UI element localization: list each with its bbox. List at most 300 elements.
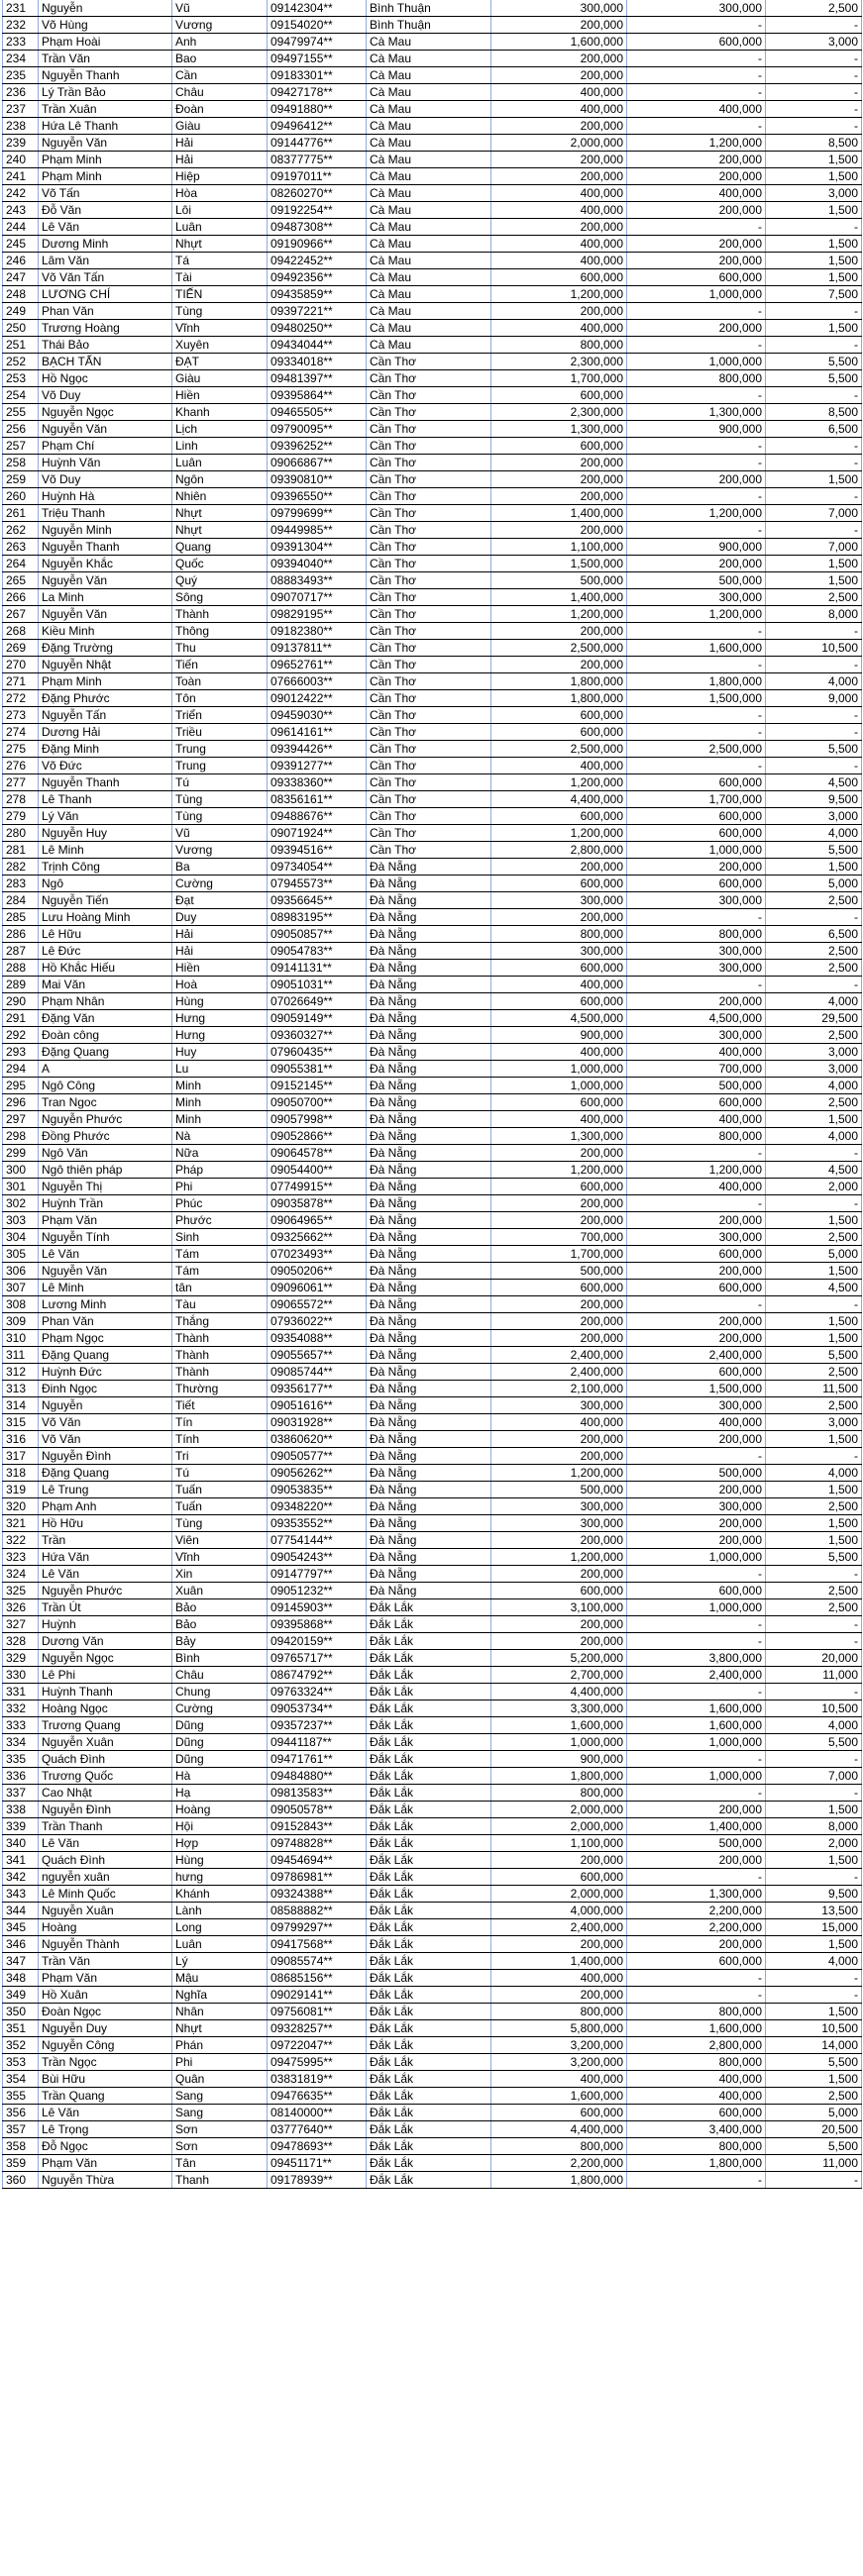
given-name-cell: Thành: [172, 1364, 268, 1381]
table-row: [3, 471, 862, 488]
phone-cell: 09829195**: [268, 606, 367, 623]
phone-cell: 09064578**: [268, 1145, 367, 1162]
row-number: 283: [3, 876, 39, 892]
amount-cell: 1,800,000: [491, 673, 627, 690]
province-cell: Đà Nẵng: [367, 1532, 491, 1549]
table-row: [3, 876, 862, 892]
province-cell: Đà Nẵng: [367, 1162, 491, 1179]
table-row: [3, 1010, 862, 1027]
row-number: 333: [3, 1717, 39, 1734]
phone-cell: 09065572**: [268, 1296, 367, 1313]
given-name-cell: Hòa: [172, 185, 268, 202]
row-number: 324: [3, 1566, 39, 1583]
phone-cell: 09142304**: [268, 0, 367, 17]
given-name-cell: Vũ: [172, 0, 268, 17]
province-cell: Cà Mau: [367, 236, 491, 253]
phone-cell: 09325662**: [268, 1229, 367, 1246]
phone-cell: 08377775**: [268, 152, 367, 168]
surname-cell: Phạm Anh: [39, 1498, 172, 1515]
given-name-cell: Luân: [172, 219, 268, 236]
table-row: [3, 1397, 862, 1414]
province-cell: Đắk Lắk: [367, 1987, 491, 2004]
given-name-cell: TIẾN: [172, 286, 268, 303]
amount-3-cell: -: [766, 758, 862, 774]
phone-cell: 09050577**: [268, 1448, 367, 1465]
phone-cell: 09190966**: [268, 236, 367, 253]
phone-cell: 09328257**: [268, 2020, 367, 2037]
given-name-cell: Tuấn: [172, 1482, 268, 1498]
row-number: 332: [3, 1700, 39, 1717]
row-number: 354: [3, 2071, 39, 2088]
province-cell: Đắk Lắk: [367, 1633, 491, 1650]
amount-3-cell: -: [766, 84, 862, 101]
given-name-cell: Nhân: [172, 2004, 268, 2020]
surname-cell: Hứa Lê Thanh: [39, 118, 172, 135]
phone-cell: 09397221**: [268, 303, 367, 320]
surname-cell: Ngô Công: [39, 1078, 172, 1094]
province-cell: Đắk Lắk: [367, 1684, 491, 1700]
province-cell: Đắk Lắk: [367, 1919, 491, 1936]
amount-cell: 3,300,000: [491, 1700, 627, 1717]
row-number: 250: [3, 320, 39, 337]
table-row: [3, 1498, 862, 1515]
amount-2-cell: 1,200,000: [627, 135, 766, 152]
amount-cell: 300,000: [491, 1515, 627, 1532]
table-row: [3, 1414, 862, 1431]
amount-3-cell: -: [766, 1195, 862, 1212]
amount-2-cell: 800,000: [627, 370, 766, 387]
amount-cell: 2,300,000: [491, 404, 627, 421]
amount-cell: 600,000: [491, 1179, 627, 1195]
amount-3-cell: 1,500: [766, 1802, 862, 1818]
amount-3-cell: -: [766, 67, 862, 84]
amount-cell: 200,000: [491, 909, 627, 926]
phone-cell: 09475995**: [268, 2054, 367, 2071]
surname-cell: Đặng Minh: [39, 741, 172, 758]
amount-2-cell: -: [627, 1684, 766, 1700]
surname-cell: Hồ Khắc Hiếu: [39, 960, 172, 977]
row-number: 330: [3, 1667, 39, 1684]
amount-cell: 4,400,000: [491, 2121, 627, 2138]
amount-3-cell: 5,000: [766, 1246, 862, 1263]
province-cell: Đắk Lắk: [367, 1852, 491, 1869]
surname-cell: Nguyễn Tính: [39, 1229, 172, 1246]
given-name-cell: Bao: [172, 51, 268, 67]
row-number: 288: [3, 960, 39, 977]
table-row: [3, 1111, 862, 1128]
amount-2-cell: -: [627, 522, 766, 539]
table-row: [3, 1549, 862, 1566]
phone-cell: 09394516**: [268, 842, 367, 859]
table-row: [3, 2037, 862, 2054]
row-number: 358: [3, 2138, 39, 2155]
row-number: 318: [3, 1465, 39, 1482]
amount-cell: 1,200,000: [491, 774, 627, 791]
row-number: 291: [3, 1010, 39, 1027]
surname-cell: Đặng Quang: [39, 1465, 172, 1482]
province-cell: Đắk Lắk: [367, 1768, 491, 1785]
phone-cell: 09054783**: [268, 943, 367, 960]
amount-3-cell: 10,500: [766, 1700, 862, 1717]
row-number: 307: [3, 1280, 39, 1296]
table-row: [3, 825, 862, 842]
row-number: 277: [3, 774, 39, 791]
surname-cell: BẠCH TẤN: [39, 354, 172, 370]
phone-cell: 09763324**: [268, 1684, 367, 1700]
amount-cell: 1,200,000: [491, 606, 627, 623]
amount-3-cell: 2,500: [766, 1364, 862, 1381]
phone-cell: 09055657**: [268, 1347, 367, 1364]
row-number: 355: [3, 2088, 39, 2105]
province-cell: Đà Nẵng: [367, 909, 491, 926]
surname-cell: Trần Út: [39, 1599, 172, 1616]
amount-cell: 2,700,000: [491, 1667, 627, 1684]
amount-cell: 600,000: [491, 876, 627, 892]
row-number: 243: [3, 202, 39, 219]
given-name-cell: Khanh: [172, 404, 268, 421]
amount-cell: 600,000: [491, 724, 627, 741]
row-number: 270: [3, 657, 39, 673]
amount-2-cell: 2,400,000: [627, 1667, 766, 1684]
province-cell: Đắk Lắk: [367, 1650, 491, 1667]
phone-cell: 09085744**: [268, 1364, 367, 1381]
amount-cell: 1,800,000: [491, 690, 627, 707]
row-number: 237: [3, 101, 39, 118]
province-cell: Cần Thơ: [367, 657, 491, 673]
phone-cell: 09356645**: [268, 892, 367, 909]
surname-cell: A: [39, 1061, 172, 1078]
phone-cell: 09395864**: [268, 387, 367, 404]
amount-3-cell: 4,500: [766, 1280, 862, 1296]
row-number: 272: [3, 690, 39, 707]
phone-cell: 09652761**: [268, 657, 367, 673]
amount-3-cell: 3,000: [766, 1061, 862, 1078]
phone-cell: 09394426**: [268, 741, 367, 758]
surname-cell: Đỗ Ngọc: [39, 2138, 172, 2155]
amount-cell: 200,000: [491, 219, 627, 236]
given-name-cell: Hưng: [172, 1010, 268, 1027]
amount-3-cell: -: [766, 455, 862, 471]
phone-cell: 08685156**: [268, 1970, 367, 1987]
province-cell: Đà Nẵng: [367, 1482, 491, 1498]
phone-cell: 09334018**: [268, 354, 367, 370]
surname-cell: Mai Văn: [39, 977, 172, 993]
amount-3-cell: 2,500: [766, 2088, 862, 2105]
amount-3-cell: 2,500: [766, 943, 862, 960]
table-row: [3, 758, 862, 774]
row-number: 296: [3, 1094, 39, 1111]
table-row: [3, 1599, 862, 1616]
province-cell: Đà Nẵng: [367, 1145, 491, 1162]
surname-cell: Nguyễn Phước: [39, 1111, 172, 1128]
amount-3-cell: 1,500: [766, 2004, 862, 2020]
phone-cell: 09722047**: [268, 2037, 367, 2054]
table-row: [3, 404, 862, 421]
amount-2-cell: 600,000: [627, 876, 766, 892]
amount-2-cell: -: [627, 1869, 766, 1886]
row-number: 297: [3, 1111, 39, 1128]
table-row: [3, 101, 862, 118]
row-number: 286: [3, 926, 39, 943]
province-cell: Đà Nẵng: [367, 876, 491, 892]
amount-3-cell: 6,500: [766, 421, 862, 438]
table-row: [3, 1229, 862, 1246]
row-number: 263: [3, 539, 39, 556]
phone-cell: 03860620**: [268, 1431, 367, 1448]
amount-2-cell: -: [627, 67, 766, 84]
amount-2-cell: 200,000: [627, 253, 766, 269]
row-number: 260: [3, 488, 39, 505]
given-name-cell: Cần: [172, 67, 268, 84]
phone-cell: 09427178**: [268, 84, 367, 101]
given-name-cell: Trung: [172, 741, 268, 758]
table-row: [3, 320, 862, 337]
amount-3-cell: 2,500: [766, 589, 862, 606]
amount-cell: 200,000: [491, 1936, 627, 1953]
table-row: [3, 2071, 862, 2088]
row-number: 249: [3, 303, 39, 320]
amount-cell: 1,700,000: [491, 370, 627, 387]
row-number: 241: [3, 168, 39, 185]
table-row: [3, 1903, 862, 1919]
given-name-cell: Hùng: [172, 993, 268, 1010]
amount-2-cell: 1,800,000: [627, 2155, 766, 2172]
phone-cell: 09454694**: [268, 1852, 367, 1869]
amount-cell: 200,000: [491, 1616, 627, 1633]
table-row: [3, 1852, 862, 1869]
amount-3-cell: 7,000: [766, 505, 862, 522]
amount-cell: 1,100,000: [491, 1835, 627, 1852]
surname-cell: Lê Minh Quốc: [39, 1886, 172, 1903]
table-row: [3, 707, 862, 724]
amount-3-cell: 1,500: [766, 1313, 862, 1330]
amount-3-cell: 1,500: [766, 202, 862, 219]
amount-3-cell: -: [766, 438, 862, 455]
amount-2-cell: 700,000: [627, 1061, 766, 1078]
table-row: [3, 1465, 862, 1482]
province-cell: Đắk Lắk: [367, 2105, 491, 2121]
amount-3-cell: -: [766, 909, 862, 926]
surname-cell: Triệu Thanh: [39, 505, 172, 522]
given-name-cell: Tám: [172, 1263, 268, 1280]
given-name-cell: Phước: [172, 1212, 268, 1229]
phone-cell: 09451171**: [268, 2155, 367, 2172]
amount-3-cell: -: [766, 1448, 862, 1465]
amount-2-cell: 800,000: [627, 2054, 766, 2071]
given-name-cell: Luân: [172, 455, 268, 471]
row-number: 341: [3, 1852, 39, 1869]
surname-cell: Phạm Minh: [39, 168, 172, 185]
province-cell: Đà Nẵng: [367, 1128, 491, 1145]
amount-cell: 400,000: [491, 1044, 627, 1061]
row-number: 306: [3, 1263, 39, 1280]
phone-cell: 09491880**: [268, 101, 367, 118]
amount-3-cell: -: [766, 387, 862, 404]
province-cell: Đà Nẵng: [367, 977, 491, 993]
province-cell: Đà Nẵng: [367, 1397, 491, 1414]
given-name-cell: Hải: [172, 152, 268, 168]
table-row: [3, 455, 862, 471]
amount-3-cell: 1,500: [766, 236, 862, 253]
amount-3-cell: 2,500: [766, 1583, 862, 1599]
amount-2-cell: -: [627, 387, 766, 404]
table-row: [3, 1246, 862, 1263]
province-cell: Đà Nẵng: [367, 960, 491, 977]
row-number: 326: [3, 1599, 39, 1616]
surname-cell: Đặng Trường: [39, 640, 172, 657]
amount-cell: 400,000: [491, 758, 627, 774]
table-row: [3, 1818, 862, 1835]
phone-cell: 07666003**: [268, 673, 367, 690]
given-name-cell: Vũ: [172, 825, 268, 842]
given-name-cell: Tú: [172, 1465, 268, 1482]
phone-cell: 07754144**: [268, 1532, 367, 1549]
amount-cell: 3,200,000: [491, 2037, 627, 2054]
table-row: [3, 421, 862, 438]
province-cell: Cần Thơ: [367, 842, 491, 859]
table-row: [3, 286, 862, 303]
row-number: 334: [3, 1734, 39, 1751]
given-name-cell: Nhiên: [172, 488, 268, 505]
surname-cell: Lê Văn: [39, 2105, 172, 2121]
amount-2-cell: 400,000: [627, 2071, 766, 2088]
phone-cell: 09050700**: [268, 1094, 367, 1111]
phone-cell: 09348220**: [268, 1498, 367, 1515]
row-number: 239: [3, 135, 39, 152]
table-row: [3, 1381, 862, 1397]
given-name-cell: Triển: [172, 707, 268, 724]
phone-cell: 09487308**: [268, 219, 367, 236]
given-name-cell: Phi: [172, 1179, 268, 1195]
amount-2-cell: 400,000: [627, 1179, 766, 1195]
given-name-cell: Tú: [172, 774, 268, 791]
amount-3-cell: -: [766, 623, 862, 640]
amount-cell: 600,000: [491, 707, 627, 724]
amount-3-cell: 9,000: [766, 690, 862, 707]
amount-3-cell: 1,500: [766, 1515, 862, 1532]
given-name-cell: Phán: [172, 2037, 268, 2054]
given-name-cell: Nữa: [172, 1145, 268, 1162]
amount-cell: 200,000: [491, 859, 627, 876]
surname-cell: Nguyễn Đình: [39, 1802, 172, 1818]
amount-3-cell: 1,500: [766, 1936, 862, 1953]
province-cell: Đắk Lắk: [367, 1936, 491, 1953]
province-cell: Cần Thơ: [367, 572, 491, 589]
row-number: 338: [3, 1802, 39, 1818]
province-cell: Cà Mau: [367, 269, 491, 286]
province-cell: Cần Thơ: [367, 488, 491, 505]
amount-2-cell: -: [627, 657, 766, 673]
amount-cell: 800,000: [491, 337, 627, 354]
surname-cell: Nguyễn Đình: [39, 1448, 172, 1465]
amount-cell: 600,000: [491, 993, 627, 1010]
amount-3-cell: 2,500: [766, 1599, 862, 1616]
given-name-cell: Quang: [172, 539, 268, 556]
phone-cell: 09786981**: [268, 1869, 367, 1886]
amount-cell: 1,600,000: [491, 2088, 627, 2105]
table-row: [3, 1886, 862, 1903]
surname-cell: Phạm Văn: [39, 1212, 172, 1229]
amount-2-cell: 1,300,000: [627, 404, 766, 421]
table-body: [3, 0, 862, 2189]
row-number: 300: [3, 1162, 39, 1179]
table-row: [3, 1835, 862, 1852]
given-name-cell: ĐẠT: [172, 354, 268, 370]
phone-cell: 09052866**: [268, 1128, 367, 1145]
phone-cell: 09051031**: [268, 977, 367, 993]
amount-cell: 2,800,000: [491, 842, 627, 859]
amount-2-cell: 900,000: [627, 539, 766, 556]
amount-3-cell: 2,000: [766, 1835, 862, 1852]
surname-cell: Hoàng: [39, 1919, 172, 1936]
amount-cell: 2,000,000: [491, 1818, 627, 1835]
table-row: [3, 657, 862, 673]
table-row: [3, 370, 862, 387]
given-name-cell: Hiền: [172, 387, 268, 404]
row-number: 357: [3, 2121, 39, 2138]
row-number: 247: [3, 269, 39, 286]
amount-2-cell: 300,000: [627, 960, 766, 977]
surname-cell: Trần Thanh: [39, 1818, 172, 1835]
province-cell: Cần Thơ: [367, 471, 491, 488]
province-cell: Đắk Lắk: [367, 1869, 491, 1886]
table-row: [3, 1179, 862, 1195]
given-name-cell: Vương: [172, 17, 268, 34]
amount-2-cell: 1,000,000: [627, 354, 766, 370]
amount-cell: 400,000: [491, 1970, 627, 1987]
phone-cell: 03831819**: [268, 2071, 367, 2088]
surname-cell: Nguyễn Ngọc: [39, 1650, 172, 1667]
surname-cell: Lê Văn: [39, 1566, 172, 1583]
amount-3-cell: 10,500: [766, 2020, 862, 2037]
given-name-cell: Quý: [172, 572, 268, 589]
province-cell: Cần Thơ: [367, 404, 491, 421]
amount-cell: 2,000,000: [491, 1802, 627, 1818]
phone-cell: 09497155**: [268, 51, 367, 67]
amount-3-cell: 4,000: [766, 1717, 862, 1734]
surname-cell: LƯƠNG CHÍ: [39, 286, 172, 303]
table-row: [3, 2172, 862, 2189]
phone-cell: 09465505**: [268, 404, 367, 421]
province-cell: Đắk Lắk: [367, 1903, 491, 1919]
amount-cell: 200,000: [491, 1448, 627, 1465]
row-number: 329: [3, 1650, 39, 1667]
amount-cell: 600,000: [491, 960, 627, 977]
given-name-cell: Vĩnh: [172, 320, 268, 337]
province-cell: Cần Thơ: [367, 673, 491, 690]
phone-cell: 09391277**: [268, 758, 367, 774]
row-number: 310: [3, 1330, 39, 1347]
phone-cell: 09035878**: [268, 1195, 367, 1212]
row-number: 232: [3, 17, 39, 34]
amount-2-cell: 1,800,000: [627, 673, 766, 690]
surname-cell: Đoàn công: [39, 1027, 172, 1044]
surname-cell: Đinh Ngọc: [39, 1381, 172, 1397]
amount-2-cell: 600,000: [627, 808, 766, 825]
amount-3-cell: 5,000: [766, 876, 862, 892]
phone-cell: 09356177**: [268, 1381, 367, 1397]
amount-2-cell: 200,000: [627, 1330, 766, 1347]
amount-3-cell: 2,000: [766, 1179, 862, 1195]
phone-cell: 09434044**: [268, 337, 367, 354]
row-number: 251: [3, 337, 39, 354]
table-row: [3, 1785, 862, 1802]
amount-2-cell: -: [627, 1145, 766, 1162]
surname-cell: Dương Hải: [39, 724, 172, 741]
phone-cell: 09480250**: [268, 320, 367, 337]
amount-2-cell: 200,000: [627, 1313, 766, 1330]
surname-cell: Nguyễn Thừa: [39, 2172, 172, 2189]
